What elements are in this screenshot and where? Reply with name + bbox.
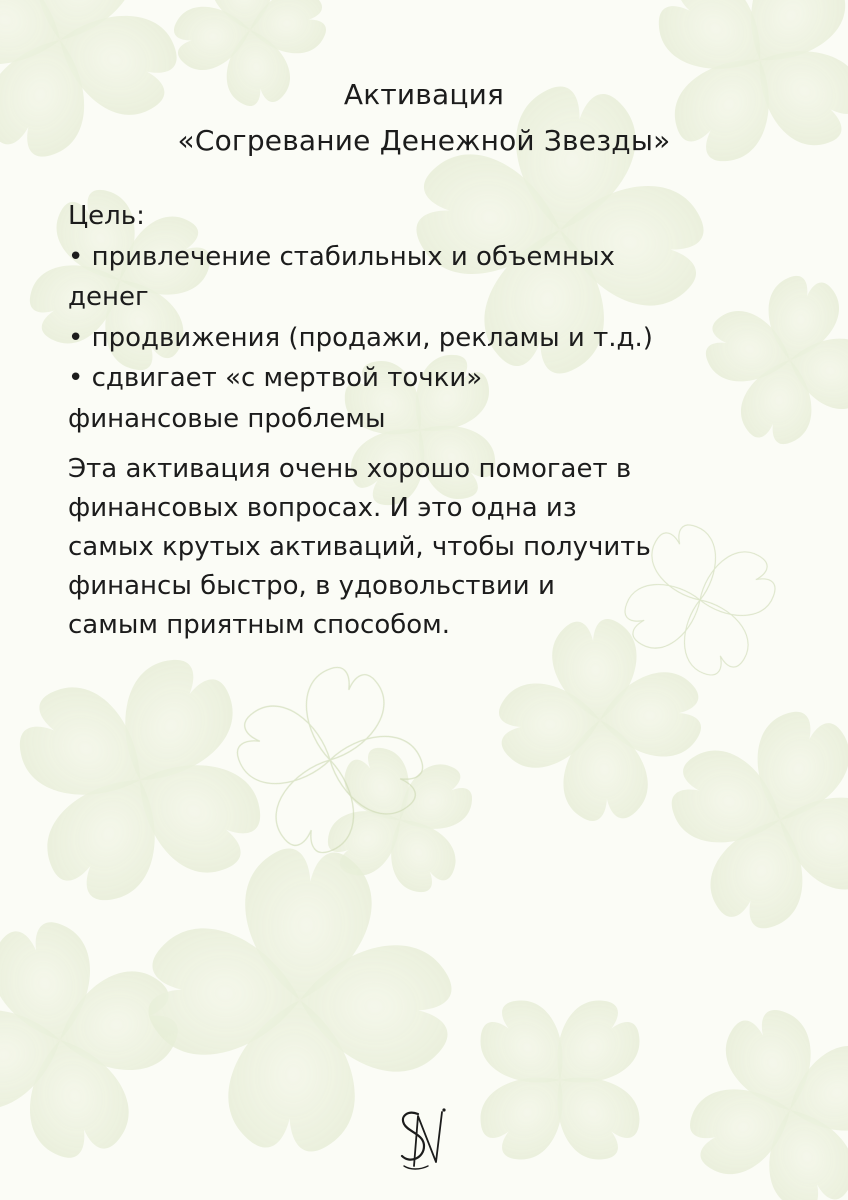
sn-monogram-icon [384, 1100, 464, 1180]
goal-section [68, 196, 788, 439]
description-paragraph [68, 450, 788, 645]
page-title [0, 72, 848, 164]
description-line: финансовых вопросах. И это одна из [68, 493, 577, 523]
goal-line: финансовые проблемы [68, 403, 386, 434]
description-line: Эта активация очень хорошо помогает в [68, 454, 632, 484]
goal-heading: Цель: [68, 201, 145, 231]
goal-line: • сдвигает «с мертвой точки» [68, 363, 483, 393]
description-line: самых крутых активаций, чтобы получить [68, 532, 651, 562]
description-line: самым приятным способом. [68, 610, 451, 640]
goal-line: • привлечение стабильных и объемных [68, 241, 615, 272]
description-line: финансы быстро, в удовольствии и [68, 571, 555, 601]
goal-line: денег [68, 282, 149, 312]
goal-line: • продвижения (продажи, рекламы и т.д.) [68, 322, 653, 353]
title-line-2: «Согревание Денежной Звезды» [177, 124, 671, 157]
title-line-1: Активация [343, 78, 505, 111]
